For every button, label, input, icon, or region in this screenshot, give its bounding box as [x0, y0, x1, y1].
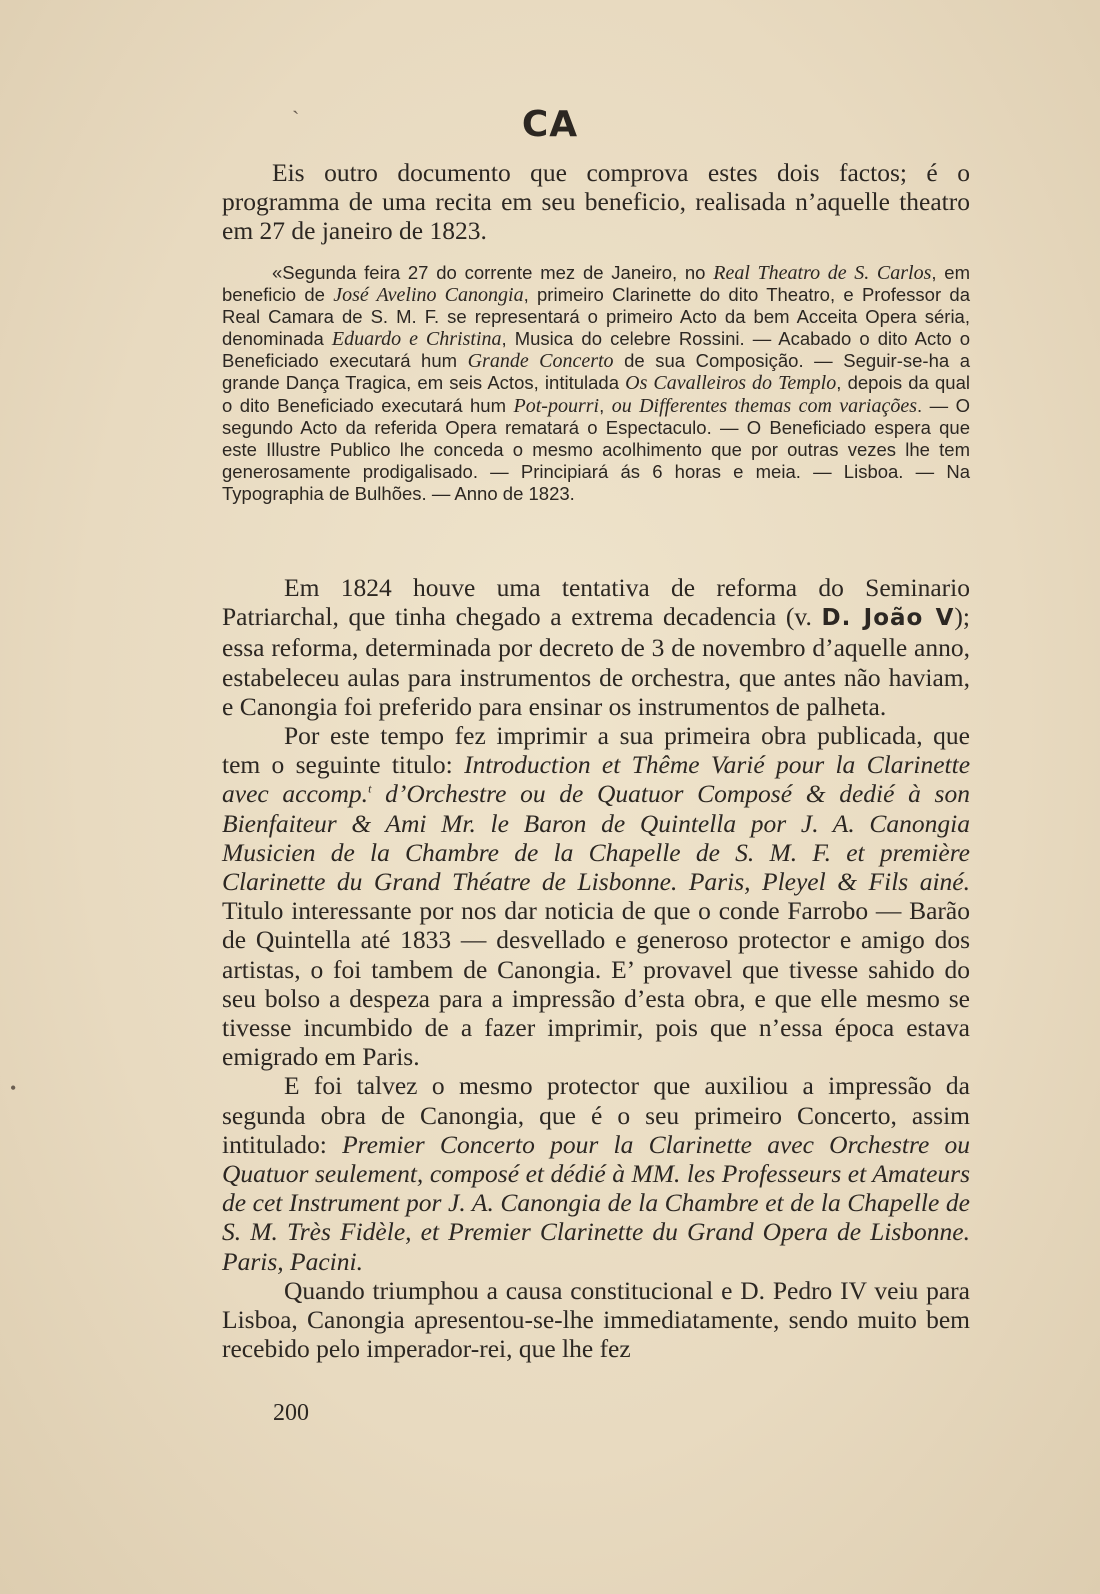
running-header: CA — [521, 104, 579, 145]
paragraph-constitutional: Quando triumphou a causa constitucional e D. Pedro IV veiu para Lisboa, Canongia apresentou-se-lhe immediatamente, sendo muito bem recebido pelo imperador-rei, que lhe fez — [222, 1275, 970, 1364]
quote-text: , Musica do celebre Rossini. — Acabado o dito Acto o Beneficiado executará hum — [222, 328, 970, 372]
intro-block — [222, 158, 970, 246]
quote-italic: ou Differentes themas com variações — [611, 394, 917, 417]
quote-text: de sua Composição. — Seguir-se-ha a grande Dança Tragica, em seis Actos, intitulada — [222, 350, 970, 394]
quote-text: , primeiro Clarinette do dito Theatro, e Professor da Real Camara de S. M. F. se representará o primeiro Acto da bem Acceita Opera séria, denominada — [222, 284, 970, 350]
paragraph-first-work — [222, 721, 970, 1071]
intro-paragraph: Eis outro documento que comprova estes dois factos; é o programma de uma recita em seu beneficio, realisada n’aquelle theatro em 27 de janeiro de 1823. — [222, 158, 970, 246]
body-text: Em 1824 houve uma tentativa de reforma do Seminario Patriarchal, que tinha chegado a extrema decadencia (v. — [222, 573, 970, 632]
page-number: 200 — [273, 1400, 309, 1426]
cross-reference: D. João V — [821, 605, 955, 632]
body-text: Titulo interessante por nos dar noticia de que o conde Farrobo — Barão de Quintella até 1833 — desvellado e generoso protector e amigo dos artistas, o foi tambem de Canongia. E’ provavel que tivesse sahido do seu bolso a despeza para a impressão d’esta obra, e que elle mesmo se tivesse incumbido de a fazer imprimir, pois que n’essa época estava emigrado em Paris. — [222, 896, 970, 1072]
quote-text: , em beneficio de — [222, 262, 970, 306]
quote-text: , — [599, 394, 612, 416]
quote-italic: Os Cavalleiros do Templo — [625, 372, 837, 395]
quote-italic: Eduardo e Christina — [331, 328, 502, 351]
paragraph-second-work — [222, 1071, 970, 1275]
work-title: d’Orchestre ou de Quatuor Composé & dedié à son Bienfaiteur & Ami Mr. le Baron de Quintella por J. A. Canongia Musicien de la Chambre de la Chapelle de S. M. F. et première Clarinette du Grand Théatre de Lisbonne. Paris, Pleyel & Fils ainé. — [222, 779, 970, 897]
quote-block — [222, 262, 970, 505]
body-text: E foi talvez o mesmo protector que auxiliou a impressão da segunda obra de Canongia, que é o seu primeiro Concerto, assim intitulado: — [222, 1071, 970, 1159]
superscript: t — [368, 781, 372, 796]
programme-quote — [222, 262, 970, 505]
body-block — [222, 573, 970, 1363]
quote-italic: Grande Concerto — [467, 350, 614, 373]
stray-ink-mark: ˋ — [292, 106, 300, 131]
work-title: Introduction et Thême Varié pour la Clarinette avec accomp. — [222, 750, 971, 809]
stray-ink-dot: • — [10, 1078, 17, 1098]
quote-italic: José Avelino Canongia — [333, 284, 524, 307]
quote-italic: Pot-pourri — [513, 394, 600, 417]
body-text: ); essa reforma, determinada por decreto de 3 de novembro d’aquelle anno, estabeleceu aulas para instrumentos de orchestra, que antes não haviam, e Canongia foi preferido para ensinar os instrumentos de palheta. — [222, 602, 970, 721]
quote-italic: Real Theatro de S. Carlos — [713, 262, 932, 284]
paragraph-reform — [222, 573, 970, 721]
body-text: Por este tempo fez imprimir a sua primeira obra publicada, que tem o seguinte titulo: — [222, 721, 970, 780]
work-title: Premier Concerto pour la Clarinette avec Orchestre ou Quatuor seulement, composé et dédié à MM. les Professeurs et Amateurs de cet Instrument por J. A. Canongia de la Chambre et de la Chapelle de S. M. Très Fidèle, et Premier Clarinette du Grand Opera de Lisbonne. Paris, Pacini. — [222, 1129, 971, 1276]
quote-text: , depois da qual o dito Beneficiado executará hum — [222, 372, 970, 416]
quote-text: . — O segundo Acto da referida Opera rematará o Espectaculo. — O Beneficiado espera que este Illustre Publico lhe conceda o mesmo acolhimento que por outras vezes lhe tem generosamente prodigalisado. — Principiará ás 6 horas e meia. — Lisboa. — Na Typographia de Bulhões. — Anno de 1823. — [222, 394, 971, 504]
quote-text: «Segunda feira 27 do corrente mez de Janeiro, no — [272, 262, 714, 283]
